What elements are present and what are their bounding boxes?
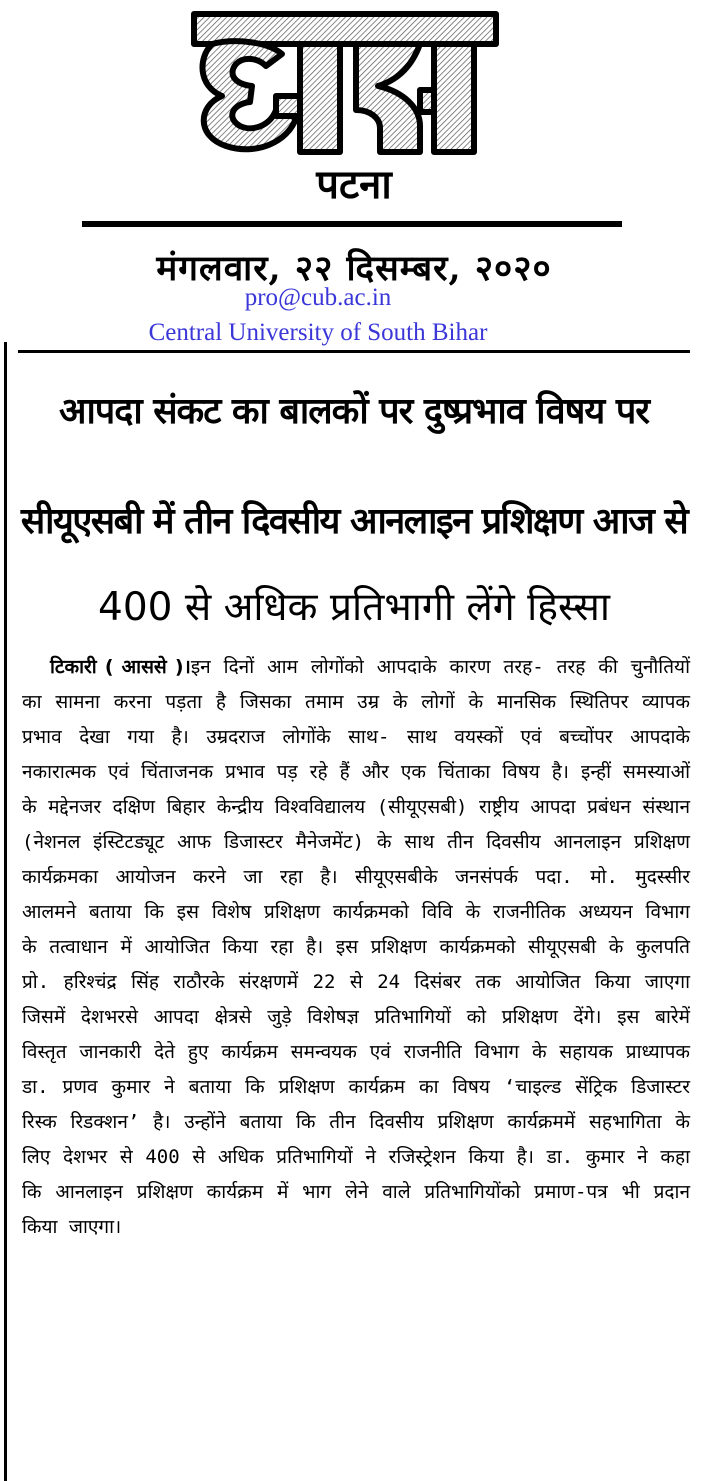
headline-line-2: सीयूएसबी में तीन दिवसीय आनलाइन प्रशिक्षण आज से: [20, 501, 688, 542]
article-dateline: टिकारी ( आससे )।: [50, 656, 191, 678]
source-institution: Central University of South Bihar: [148, 319, 488, 346]
header-divider: [18, 350, 690, 353]
headline-line-1: आपदा संकट का बालकों पर दुष्प्रभाव विषय पर: [59, 391, 649, 432]
edition-city: पटना: [316, 162, 392, 208]
subheadline: 400 से अधिक प्रतिभागी लेंगे हिस्सा: [98, 585, 610, 630]
article-body: [22, 650, 690, 1245]
masthead-logo: [0, 0, 708, 162]
source-email: pro@cub.ac.in: [244, 284, 392, 311]
article-text: इन दिनों आम लोगोंको आपदाके कारण तरह- तरह की चुनौतियों का सामना करना पड़ता है जिसका तमाम उम्र के लोगों के मानसिक स्थितिपर व्यापक प्रभाव देखा गया है। उम्रदराज लोगोंके साथ- साथ वयस्कों एवं बच्चोंपर आपदाके नकारात्मक एवं चिंताजनक प्रभाव पड़ रहे हैं और एक चिंताका विषय है। इन्हीं समस्याओं के मद्देनजर दक्षिण बिहार केन्द्रीय विश्वविद्यालय (सीयूएसबी) राष्ट्रीय आपदा प्रबंधन संस्थान (नेशनल इंस्टिटड्यूट आफ डिजास्टर मैनेजमेंट) के साथ तीन दिवसीय आनलाइन प्रशिक्षण कार्यक्रमका आयोजन करने जा रहा है। सीयूएसबीके जनसंपर्क पदा. मो. मुदस्सीर आलमने बताया कि इस विशेष प्रशिक्षण कार्यक्रमको विवि के राजनीतिक अध्ययन विभाग के तत्वाधान में आयोजित किया रहा है। इस प्रशिक्षण कार्यक्रमको सीयूएसबी के कुलपति प्रो. हरिश्चंद्र सिंह राठौरके संरक्षणमें 22 से 24 दिसंबर तक आयोजित किया जाएगा जिसमें देशभरसे आपदा क्षेत्रसे जुड़े विशेषज्ञ प्रतिभागियों को प्रशिक्षण देंगे। इस बारेमें विस्तृत जानकारी देते हुए कार्यक्रम समन्वयक एवं राजनीति विभाग के सहायक प्राध्यापक डा. प्रणव कुमार ने बताया कि प्रशिक्षण कार्यक्रम का विषय ‘चाइल्ड सेंट्रिक डिजास्टर रिस्क रिडक्शन’ है। उन्होंने बताया कि तीन दिवसीय प्रशिक्षण कार्यक्रममें सहभागिता के लिए देशभर से 400 से अधिक प्रतिभागियों ने रजिस्ट्रेशन किया है। डा. कुमार ने कहा कि आनलाइन प्रशिक्षण कार्यक्रम में भाग लेने वाले प्रतिभागियोंको प्रमाण-पत्र भी प्रदान किया जाएगा।: [22, 656, 690, 1238]
masthead-divider: [82, 221, 622, 227]
publication-date: मंगलवार, २२ दिसम्बर, २०२०: [156, 248, 552, 289]
article-paragraph: [22, 650, 690, 1245]
